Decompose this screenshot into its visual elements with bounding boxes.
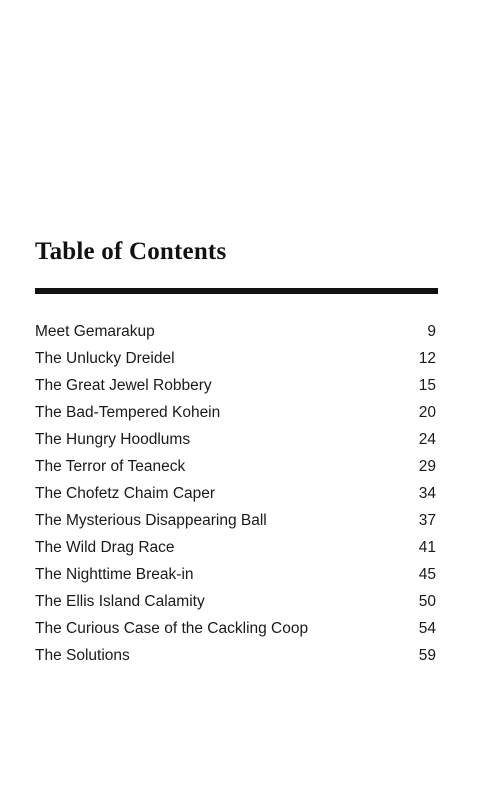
toc-entry-page: 29 — [418, 457, 436, 475]
toc-entry-page: 45 — [418, 565, 436, 583]
toc-entry-title: The Ellis Island Calamity — [35, 592, 205, 610]
page-title: Table of Contents — [35, 238, 227, 265]
toc-entry-page: 12 — [418, 349, 436, 367]
toc-entry-title: The Wild Drag Race — [35, 538, 175, 556]
toc-entry — [35, 507, 438, 534]
toc-entry — [35, 426, 438, 453]
toc-entry-page: 34 — [418, 484, 436, 502]
toc-entry-page: 20 — [418, 403, 436, 421]
toc-entry — [35, 480, 438, 507]
toc-entry — [35, 615, 438, 642]
toc-entry-title: The Chofetz Chaim Caper — [35, 484, 216, 502]
toc-entry — [35, 318, 438, 345]
toc-entry-page: 24 — [418, 430, 436, 448]
toc-entry-page: 37 — [418, 511, 436, 529]
title-divider — [35, 288, 438, 294]
toc-entry — [35, 372, 438, 399]
toc-entry — [35, 588, 438, 615]
toc-entry-title: Meet Gemarakup — [35, 322, 155, 340]
toc-entry-title: The Mysterious Disappearing Ball — [35, 511, 267, 529]
toc-entry-title: The Terror of Teaneck — [35, 457, 186, 475]
toc-entry-page: 50 — [418, 592, 436, 610]
toc-entry-title: The Curious Case of the Cackling Coop — [35, 619, 309, 637]
toc-entry-page: 15 — [418, 376, 436, 394]
toc-entry — [35, 453, 438, 480]
toc-entry — [35, 642, 438, 669]
toc-entry — [35, 534, 438, 561]
toc-entry — [35, 561, 438, 588]
toc-entry — [35, 399, 438, 426]
toc-entry-title: The Nighttime Break-in — [35, 565, 194, 583]
toc-entry-title: The Unlucky Dreidel — [35, 349, 175, 367]
toc-entry-title: The Bad-Tempered Kohein — [35, 403, 221, 421]
toc-entry-page: 54 — [418, 619, 436, 637]
toc-entry-title: The Hungry Hoodlums — [35, 430, 191, 448]
toc-entry-page: 59 — [418, 646, 436, 664]
toc-entry-title: The Great Jewel Robbery — [35, 376, 212, 394]
toc-list — [35, 318, 438, 669]
toc-entry-page: 41 — [418, 538, 436, 556]
toc-entry — [35, 345, 438, 372]
toc-entry-title: The Solutions — [35, 646, 130, 664]
toc-entry-page: 9 — [427, 322, 436, 340]
